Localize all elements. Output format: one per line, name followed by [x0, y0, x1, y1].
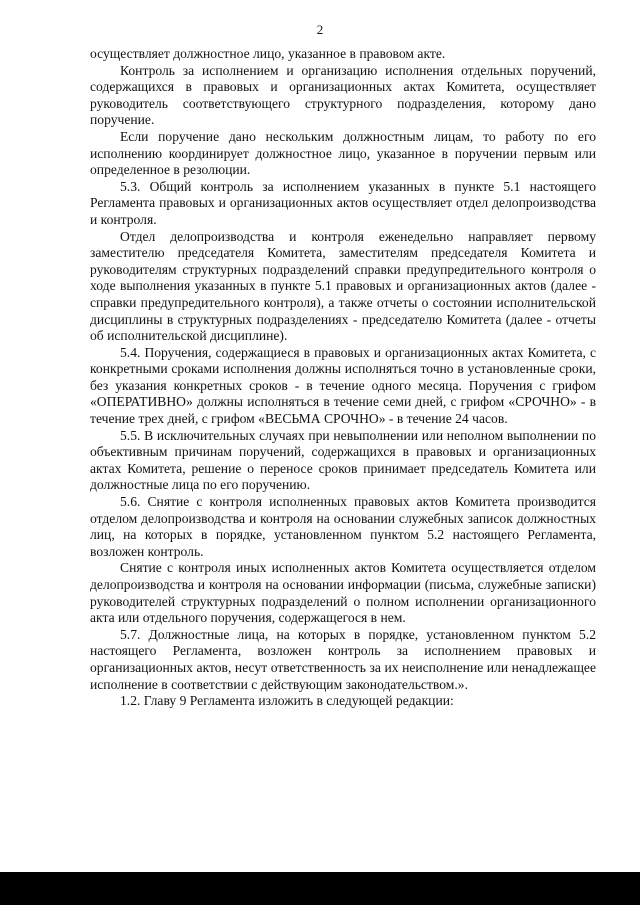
paragraph-5-6: 5.6. Снятие с контроля исполненных правовых актов Комитета производится отделом делопроизводства и контроля на основании служебных записок должностных лиц, на которых в порядке, установленном пунктом 5.2 настоящего Регламента, возложен контроль. [90, 494, 596, 559]
paragraph-5-5: 5.5. В исключительных случаях при невыполнении или неполном выполнении по объективным причинам поручений, содержащихся в правовых и организационных актах Комитета, решение о переносе сроков принимает председатель Комитета или должностные лица по его поручению. [90, 427, 596, 493]
paragraph-continuation: осуществляет должностное лицо, указанное в правовом акте. [90, 46, 446, 61]
document-body [90, 46, 596, 710]
paragraph-control-responsible: Контроль за исполнением и организацию исполнения отдельных поручений, содержащихся в правовых и организационных актах Комитета, осуществляет руководитель соответствующего структурного подразделения, которому дано поручение. [90, 62, 596, 128]
paragraph-5-3: 5.3. Общий контроль за исполнением указанных в пункте 5.1 настоящего Регламента правовых и организационных актов осуществляет отдел делопроизводства и контроля. [90, 178, 596, 227]
paragraph-1-2: 1.2. Главу 9 Регламента изложить в следующей редакции: [120, 693, 454, 709]
paragraph-other-acts-removal: Снятие с контроля иных исполненных актов Комитета осуществляется отделом делопроизводства и контроля на основании информации (письма, служебные записки) руководителей структурных подразделений о полном исполнении организационного акта или отдельного поручения, содержащегося в нем. [90, 560, 596, 626]
page-number: 2 [316, 22, 324, 37]
paragraph-weekly-reports: Отдел делопроизводства и контроля еженедельно направляет первому заместителю председателя Комитета, заместителям председателя Комитета и руководителям структурных подразделений справки предупредительного контроля о ходе выполнения указанных в пункте 5.1 правовых и организационных актов (далее - справки предупредительного контроля), а также отчеты о состоянии исполнительской дисциплины в структурных подразделениях - председателю Комитета (далее - отчеты об исполнительской дисциплине). [90, 228, 596, 344]
paragraph-5-7: 5.7. Должностные лица, на которых в порядке, установленном пунктом 5.2 настоящего Регламента, возложен контроль за исполнением правовых и организационных актов, несут ответственность за их неисполнение или ненадлежащее исполнение в соответствии с действующим законодательством.». [90, 626, 596, 692]
paragraph-5-4: 5.4. Поручения, содержащиеся в правовых и организационных актах Комитета, с конкретными сроками исполнения должны исполняться точно в установленные сроки, без указания конкретных сроков - в течение одного месяца. Поручения с грифом «ОПЕРАТИВНО» должны исполняться в течение семи дней, с грифом «СРОЧНО» - в течение трех дней, с грифом «ВЕСЬМА СРОЧНО» - в течение 24 часов. [90, 344, 596, 427]
scan-bottom-border [0, 872, 640, 905]
paragraph-multiple-officials: Если поручение дано нескольким должностным лицам, то работу по его исполнению координирует должностное лицо, указанное в поручении первым или определенное в резолюции. [90, 128, 596, 178]
